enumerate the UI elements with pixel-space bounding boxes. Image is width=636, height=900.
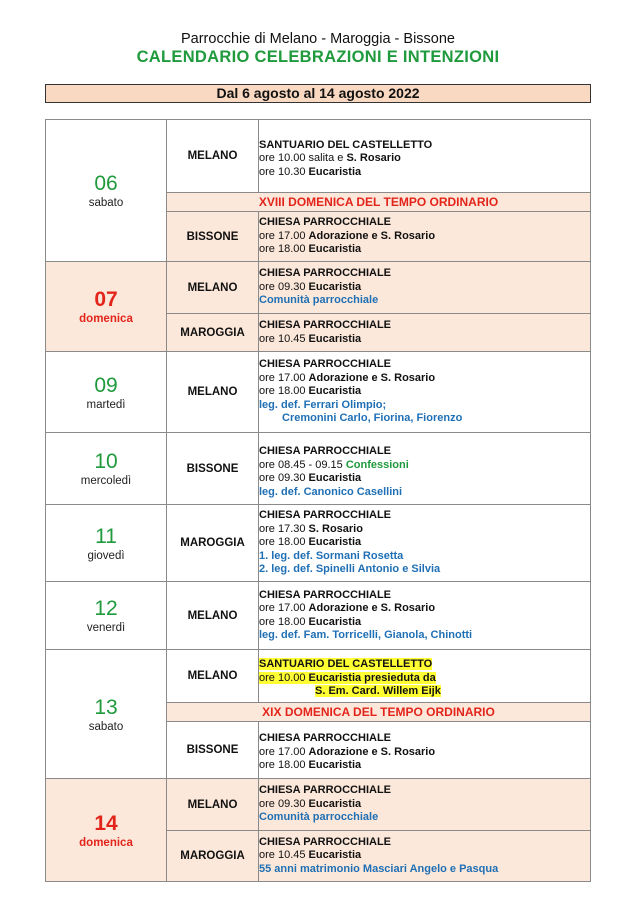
day-number: 09 (94, 373, 118, 397)
day-name: sabato (88, 720, 124, 733)
place-cell: MELANO (167, 582, 259, 650)
place-cell: MELANO (167, 120, 259, 193)
church-title: CHIESA PARROCCHIALE (259, 835, 392, 848)
intention-line: Cremonini Carlo, Fiorina, Fiorenzo (282, 412, 463, 425)
detail-cell (259, 212, 591, 262)
place-cell: MELANO (167, 352, 259, 433)
schedule-line: ore 18.00 Eucaristia (259, 385, 362, 398)
place-cell: MAROGGIA (167, 314, 259, 352)
place-cell: MELANO (167, 650, 259, 703)
schedule-line: ore 08.45 - 09.15 Confessioni (259, 458, 409, 471)
place-cell: MAROGGIA (167, 505, 259, 582)
day-cell-06 (46, 120, 167, 262)
schedule-line: ore 17.00 Adorazione e S. Rosario (259, 745, 436, 758)
intention-line: leg. def. Fam. Torricelli, Gianola, Chinotti (259, 629, 473, 641)
schedule-line: ore 17.00 Adorazione e S. Rosario (259, 371, 436, 384)
schedule-line: ore 17.00 Adorazione e S. Rosario (259, 602, 436, 614)
table-row (46, 779, 591, 831)
table-row (46, 582, 591, 650)
schedule-line: ore 10.30 Eucaristia (259, 165, 362, 178)
intention-line: leg. def. Ferrari Olimpio; (259, 398, 387, 411)
day-number: 10 (94, 450, 118, 473)
schedule-line: ore 09.30 Eucaristia (259, 472, 362, 484)
detail-cell (259, 120, 591, 193)
church-title: SANTUARIO DEL CASTELLETTO (259, 658, 433, 671)
table-row (46, 262, 591, 314)
table-row (46, 505, 591, 582)
day-name: martedì (86, 398, 126, 411)
detail-cell (259, 433, 591, 505)
schedule-line: ore 17.00 Adorazione e S. Rosario (259, 229, 436, 242)
day-name: domenica (79, 836, 133, 849)
celebrant-line: S. Em. Card. Willem Eijk (315, 685, 441, 698)
detail-cell (259, 352, 591, 433)
intention-line: 55 anni matrimonio Masciari Angelo e Pasqua (259, 862, 499, 875)
day-number: 07 (94, 288, 118, 311)
day-name: sabato (88, 197, 124, 209)
celebrations-table (45, 119, 591, 882)
church-title: CHIESA PARROCCHIALE (259, 267, 392, 280)
church-title: CHIESA PARROCCHIALE (259, 216, 392, 229)
day-cell-09 (46, 352, 167, 433)
day-number: 12 (94, 597, 118, 620)
intention-line: 2. leg. def. Spinelli Antonio e Silvia (259, 563, 441, 576)
date-range-bar: Dal 6 agosto al 14 agosto 2022 (45, 84, 591, 103)
parishes-heading: Parrocchie di Melano - Maroggia - Bissone (180, 31, 455, 47)
detail-cell (259, 262, 591, 314)
day-number: 14 (94, 811, 118, 835)
detail-cell (259, 582, 591, 650)
place-cell: BISSONE (167, 433, 259, 505)
schedule-line: ore 18.00 Eucaristia (259, 615, 362, 628)
church-title: CHIESA PARROCCHIALE (259, 509, 392, 522)
day-cell-07 (46, 262, 167, 352)
schedule-line: ore 10.45 Eucaristia (259, 332, 362, 345)
schedule-line: ore 09.30 Eucaristia (259, 797, 362, 810)
highlighted-notice (259, 658, 590, 699)
church-title: CHIESA PARROCCHIALE (259, 358, 392, 371)
intention-line: Comunità parrocchiale (259, 294, 379, 307)
table-row (46, 352, 591, 433)
church-title: CHIESA PARROCCHIALE (259, 319, 392, 331)
schedule-line: ore 09.30 Eucaristia (259, 280, 362, 293)
detail-cell (259, 650, 591, 703)
schedule-line: ore 18.00 Eucaristia (259, 536, 362, 549)
day-name: mercoledì (80, 475, 132, 487)
day-number: 13 (94, 695, 118, 719)
day-name: venerdì (86, 622, 126, 634)
day-name: domenica (79, 313, 133, 325)
schedule-line: ore 10.00 salita e S. Rosario (259, 152, 401, 165)
liturgical-banner: XVIII DOMENICA DEL TEMPO ORDINARIO (167, 193, 591, 212)
intention-line: Comunità parrocchiale (259, 811, 379, 824)
schedule-line: ore 18.00 Eucaristia (259, 243, 362, 256)
place-cell: MAROGGIA (167, 831, 259, 882)
table-row (46, 433, 591, 505)
detail-cell (259, 779, 591, 831)
schedule-line: ore 10.00 Eucaristia presieduta da (259, 671, 436, 684)
day-cell-13 (46, 650, 167, 779)
day-cell-10 (46, 433, 167, 505)
place-cell: MELANO (167, 262, 259, 314)
day-cell-14 (46, 779, 167, 882)
schedule-line: ore 10.45 Eucaristia (259, 849, 362, 862)
detail-cell (259, 722, 591, 779)
detail-cell (259, 505, 591, 582)
church-title: CHIESA PARROCCHIALE (259, 784, 392, 797)
intention-line: leg. def. Canonico Casellini (259, 485, 403, 498)
day-cell-11 (46, 505, 167, 582)
table-row (46, 120, 591, 193)
intention-line: 1. leg. def. Sormani Rosetta (259, 549, 404, 562)
day-number: 11 (95, 524, 117, 548)
church-title: CHIESA PARROCCHIALE (259, 732, 392, 745)
place-cell: MELANO (167, 779, 259, 831)
calendar-title: CALENDARIO CELEBRAZIONI E INTENZIONI (136, 48, 500, 66)
day-number: 06 (94, 172, 118, 195)
place-cell: BISSONE (167, 212, 259, 262)
schedule-line: ore 18.00 Eucaristia (259, 759, 362, 772)
detail-cell (259, 831, 591, 882)
church-title: CHIESA PARROCCHIALE (259, 445, 392, 457)
table-row (46, 650, 591, 703)
day-cell-12 (46, 582, 167, 650)
church-title: SANTUARIO DEL CASTELLETTO (259, 138, 433, 151)
place-cell: BISSONE (167, 722, 259, 779)
detail-cell (259, 314, 591, 352)
church-title: CHIESA PARROCCHIALE (259, 588, 392, 601)
liturgical-banner: XIX DOMENICA DEL TEMPO ORDINARIO (167, 703, 591, 722)
schedule-line: ore 17.30 S. Rosario (259, 522, 363, 535)
day-name: giovedì (87, 549, 125, 562)
